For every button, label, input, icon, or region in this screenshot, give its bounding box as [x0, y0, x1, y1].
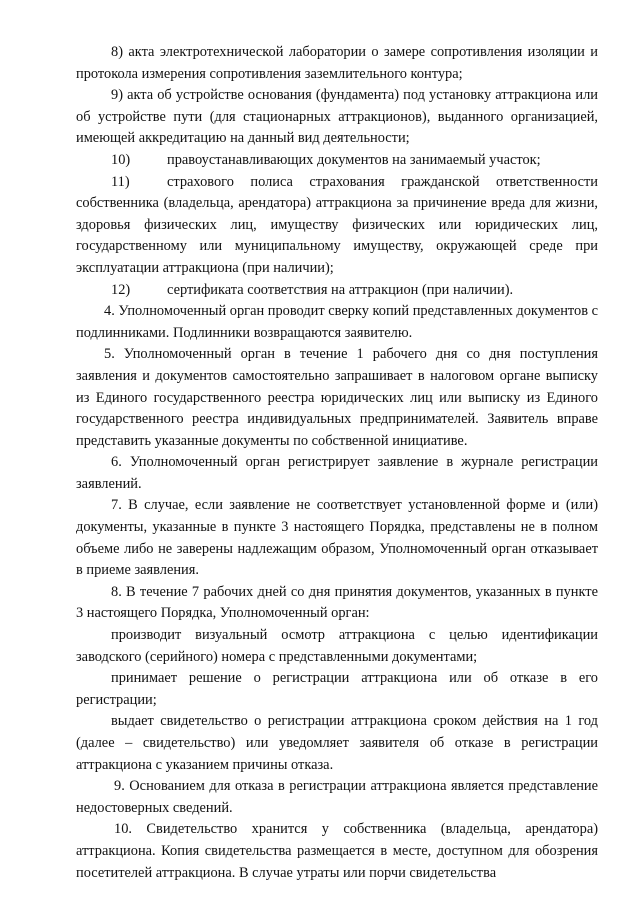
item-12-number: 12) — [111, 281, 131, 298]
section-8-paragraph: 8. В течение 7 рабочих дней со дня принятия документов, указанных в пункте 3 настоящего Порядка, Уполномоченный орган: — [76, 583, 598, 622]
item-9-paragraph: 9) акта об устройстве основания (фундамента) под установку аттракциона или об устройстве пути (для стационарных аттракционов), выданного организацией, имеющей аккредитацию на данный вид деятельности; — [76, 87, 598, 147]
section-10-paragraph: 10. Свидетельство хранится у собственника (владельца, арендатора) аттракциона. Копия свидетельства размещается в месте, доступном для обозрения посетителей аттракциона. В случае утраты или порчи свидетельства — [76, 821, 598, 881]
section-8c-paragraph: выдает свидетельство о регистрации аттракциона сроком действия на 1 год (далее – свидетельство) или уведомляет заявителя об отказе в регистрации аттракциона с указанием причины отказа. — [76, 713, 598, 773]
document-page — [76, 42, 598, 884]
section-8a-paragraph: производит визуальный осмотр аттракциона с целью идентификации заводского (серийного) номера с представленными документами; — [76, 627, 598, 665]
section-8b-paragraph: принимает решение о регистрации аттракциона или об отказе в его регистрации; — [76, 670, 598, 708]
item-11-head: страхового полиса страхования гражданской ответственности — [167, 173, 598, 190]
item-11-row — [76, 172, 598, 194]
section-6-paragraph: 6. Уполномоченный орган регистрирует заявление в журнале регистрации заявлений. — [76, 454, 598, 492]
section-9-paragraph: 9. Основанием для отказа в регистрации аттракциона является представление недостоверных сведений. — [76, 778, 598, 816]
section-4-paragraph: 4. Уполномоченный орган проводит сверку копий представленных документов с подлинниками. Подлинники возвращаются заявителю. — [76, 303, 598, 341]
item-11-continuation: собственника (владельца, арендатора) аттракциона за причинение вреда для жизни, здоровья физических лиц, имуществу физических или юридических лиц, государственному или муниципальному имуществу, окружающей среде при эксплуатации аттракциона (при наличии); — [76, 195, 598, 276]
section-5-paragraph: 5. Уполномоченный орган в течение 1 рабочего дня со дня поступления заявления и документов самостоятельно запрашивает в налоговом органе выписку из Единого государственного реестра юридических лиц или выписку из Единого государственного реестра индивидуальных предпринимателей. Заявитель вправе представить указанные документы по собственной инициативе. — [76, 346, 598, 449]
item-10-row — [76, 150, 598, 172]
item-8-paragraph: 8) акта электротехнической лаборатории о замере сопротивления изоляции и протокола измерения сопротивления заземлительного контура; — [76, 44, 598, 82]
section-7-paragraph: 7. В случае, если заявление не соответствует установленной форме и (или) документы, указанные в пункте 3 настоящего Порядка, представлены не в полном объеме либо не заверены надлежащим образом, Уполномоченный орган отказывает в приеме заявления. — [76, 497, 598, 579]
item-12-row — [76, 280, 598, 302]
item-10-number: 10) — [111, 151, 131, 168]
item-12-text: сертификата соответствия на аттракцион (при наличии). — [167, 281, 514, 298]
item-10-text: правоустанавливающих документов на занимаемый участок; — [167, 151, 541, 168]
item-11-number: 11) — [111, 173, 130, 190]
